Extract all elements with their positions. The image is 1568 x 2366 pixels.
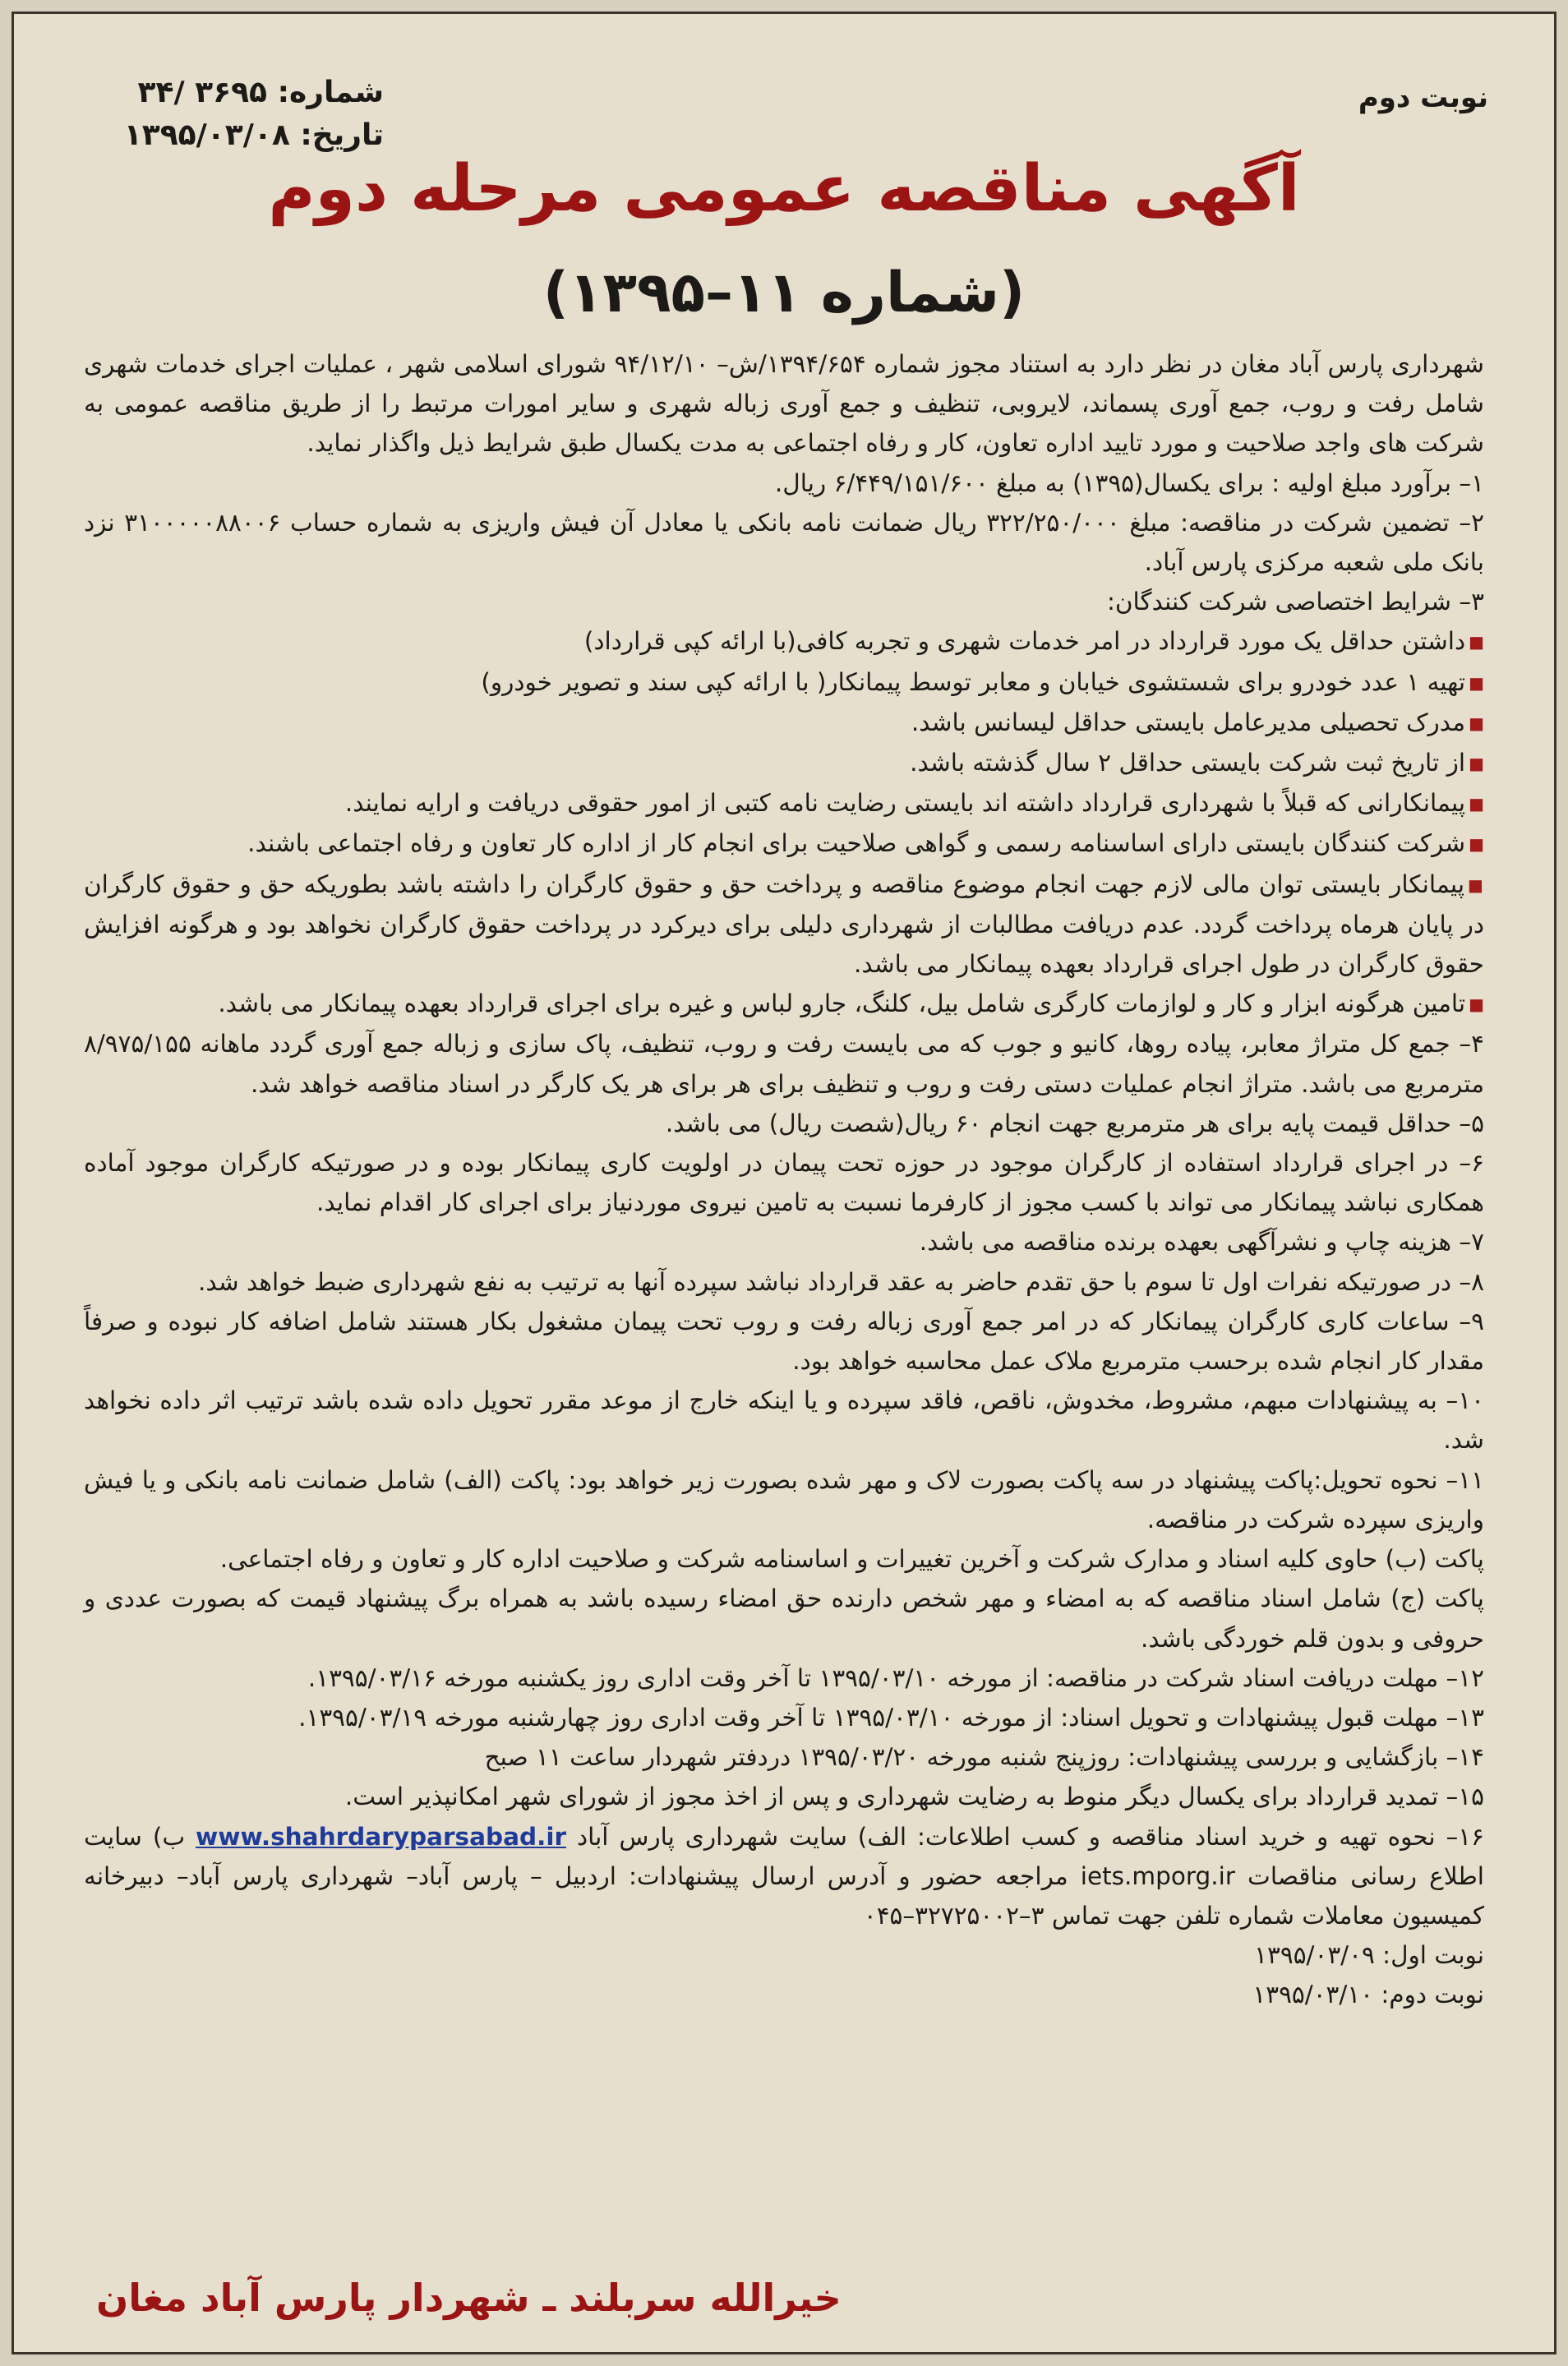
condition-text: تامین هرگونه ابزار و کار و لوازمات کارگری شامل بیل، کلنگ، جارو لباس و غیره برای اجرای قرارداد بعهده پیمانکار می باشد. [218, 989, 1466, 1018]
clause-14: ۱۴– بازگشایی و بررسی پیشنهادات: روزپنج شنبه مورخه ۱۳۹۵/۰۳/۲۰ دردفتر شهردار ساعت ۱۱ صبح [484, 1743, 1484, 1772]
municipality-website-link[interactable]: www.shahrdaryparsabad.ir [196, 1822, 566, 1851]
clause-11-envelope-b: پاکت (ب) حاوی کلیه اسناد و مدارک شرکت و آخرین تغییرات و اساسنامه شرکت و صلاحیت اداره کار و تعاون و رفاه اجتماعی. [219, 1545, 1484, 1574]
reference-date: تاریخ: ۱۳۹۵/۰۳/۰۸ [123, 118, 384, 152]
clause-1: ۱– برآورد مبلغ اولیه : برای یکسال(۱۳۹۵) به مبلغ ۶/۴۴۹/۱۵۱/۶۰۰ ریال. [774, 468, 1484, 497]
clause-11: ۱۱– نحوه تحویل:پاکت پیشنهاد در سه پاکت بصورت لاک و مهر شده بصورت زیر خواهد بود: پاکت (الف) شامل ضمانت نامه بانکی و یا فیش واریزی سپرده شرکت در مناقصه. [84, 1465, 1484, 1534]
tender-notice [12, 12, 1556, 2354]
clause-12: ۱۲– مهلت دریافت اسناد شرکت در مناقصه: از مورخه ۱۳۹۵/۰۳/۱۰ تا آخر وقت اداری روز یکشنبه مورخه ۱۳۹۵/۰۳/۱۶. [307, 1663, 1484, 1692]
clause-7: ۷– هزینه چاپ و نشرآگهی بعهده برنده مناقصه می باشد. [919, 1228, 1484, 1257]
clause-15: ۱۵– تمدید قرارداد برای یکسال دیگر منوط به رضایت شهرداری و پس از اخذ مجوز از شورای شهر امکانپذیر است. [344, 1783, 1484, 1811]
round-label: نوبت دوم [1358, 81, 1488, 114]
condition-text: پیمانکارانی که قبلاً با شهرداری قرارداد داشته اند بایستی رضایت نامه کتبی از امور حقوقی دریافت و ارایه نمایند. [344, 789, 1466, 818]
clause-3: ۳– شرایط اختصاصی شرکت کنندگان: [1106, 588, 1484, 616]
clause-16-text: ۱۶– نحوه تهیه و خرید اسناد مناقصه و کسب اطلاعات: الف) سایت شهرداری پارس آباد [576, 1822, 1484, 1851]
clause-16 [84, 1817, 1484, 1936]
clause-10: ۱۰– به پیشنهادات مبهم، مشروط، مخدوش، ناقص، فاقد سپرده و یا اینکه خارج از موعد مقرر تحویل داده شده باشد ترتیب اثر داده نخواهد شد. [84, 1386, 1484, 1455]
condition-4 [84, 743, 1484, 783]
notice-body [84, 344, 1484, 2015]
clause-6: ۶– در اجرای قرارداد استفاده از کارگران موجود در حوزه تحت پیمان در اولویت کاری پیمانکار بوده و در صورتیکه کارگران موجود آماده همکاری نباشد پیمانکار می تواند با کسب مجوز از کارفرما نسبت به تامین نیروی موردنیاز برای اجرای کار اقدام نماید. [84, 1149, 1484, 1217]
condition-text: داشتن حداقل یک مورد قرارداد در امر خدمات شهری و تجربه کافی(با ارائه کپی قرارداد) [583, 627, 1466, 656]
condition-8 [84, 984, 1484, 1024]
publication-round-2: نوبت دوم: ۱۳۹۵/۰۳/۱۰ [1252, 1981, 1484, 2009]
intro-paragraph: شهرداری پارس آباد مغان در نظر دارد به استناد مجوز شماره ۱۳۹۴/۶۵۴/ش– ۹۴/۱۲/۱۰ شورای اسلامی شهر ، عملیات اجرای خدمات شهری شامل رفت و روب، جمع آوری پسماند، لایروبی، تنظیف و جمع آوری زباله شهری و سایر امورات مرتبط را از طریق مناقصه عمومی به شرکت های واجد صلاحیت و مورد تایید اداره تعاون، کار و رفاه اجتماعی به مدت یکسال طبق شرایط ذیل واگذار نماید. [84, 350, 1484, 458]
clause-16-contact: ب) سایت اطلاع رسانی مناقصات iets.mporg.ir مراجعه حضور و آدرس ارسال پیشنهادات: اردبیل – پارس آباد– شهرداری پارس آباد– دبیرخانه کمیسیون معاملات شماره تلفن جهت تماس ۳–۳۲۷۲۵۰۰۲–۰۴۵ [84, 1822, 1484, 1930]
reference-number: شماره: ۳۶۹۵ /۳۴ [137, 76, 384, 109]
condition-text: شرکت کنندگان بایستی دارای اساسنامه رسمی و گواهی صلاحیت برای انجام کار از اداره کار تعاون و رفاه اجتماعی باشند. [247, 829, 1466, 858]
clause-4: ۴– جمع کل متراژ معابر، پیاده روها، کانیو و جوب که می بایست رفت و روب، تنظیف، پاک سازی و زباله جمع آوری گردد ماهانه ۸/۹۷۵/۱۵۵ مترمربع می باشد. متراژ انجام عملیات دستی رفت و روب و تنظیف برای هر برای هر یک کارگر در اسناد مناقصه خواهد شد. [84, 1030, 1484, 1098]
notice-subtitle: (شماره ۱۱–۱۳۹۵) [542, 261, 1026, 325]
condition-1 [84, 621, 1484, 662]
clause-8: ۸– در صورتیکه نفرات اول تا سوم با حق تقدم حاضر به عقد قرارداد نباشد سپرده آنها به ترتیب به نفع شهرداری ضبط خواهد شد. [197, 1267, 1484, 1296]
clause-5: ۵– حداقل قیمت پایه برای هر مترمربع جهت انجام ۶۰ ریال(شصت ریال) می باشد. [665, 1109, 1484, 1137]
notice-title: آگهی مناقصه عمومی مرحله دوم [268, 152, 1300, 226]
reference-block [88, 71, 384, 157]
condition-5 [84, 783, 1484, 823]
clause-2: ۲– تضمین شرکت در مناقصه: مبلغ ۳۲۲/۲۵۰/۰۰۰ ریال ضمانت نامه بانکی یا معادل آن فیش واریزی به شماره حساب ۳۱۰۰۰۰۰۸۸۰۰۶ نزد بانک ملی شعبه مرکزی پارس آباد. [84, 508, 1484, 577]
clause-13: ۱۳– مهلت قبول پیشنهادات و تحویل اسناد: از مورخه ۱۳۹۵/۰۳/۱۰ تا آخر وقت اداری روز چهارشنبه مورخه ۱۳۹۵/۰۳/۱۹. [298, 1703, 1484, 1732]
clause-11-envelope-c: پاکت (ج) شامل اسناد مناقصه که به امضاء و مهر شخص دارنده حق امضاء رسیده باشد به همراه برگ پیشنهاد قیمت که بصورت عددی و حروفی و بدون قلم خوردگی باشد. [84, 1584, 1484, 1653]
condition-text: از تاریخ ثبت شرکت بایستی حداقل ۲ سال گذشته باشد. [910, 749, 1466, 777]
condition-text: مدرک تحصیلی مدیرعامل بایستی حداقل لیسانس باشد. [911, 708, 1466, 736]
clause-9: ۹– ساعات کاری کارگران پیمانکار که در امر جمع آوری زباله رفت و روب تحت پیمان مشغول بکار هستند شامل اضافه کار نبوده و صرفاً مقدار کار انجام شده برحسب مترمربع ملاک عمل محاسبه خواهد بود. [84, 1307, 1484, 1376]
condition-6 [84, 823, 1484, 864]
condition-3 [84, 703, 1484, 743]
publication-round-1: نوبت اول: ۱۳۹۵/۰۳/۰۹ [1254, 1941, 1484, 1970]
condition-text: تهیه ۱ عدد خودرو برای شستشوی خیابان و معابر توسط پیمانکار( با ارائه کپی سند و تصویر خودرو) [481, 667, 1466, 696]
condition-7 [84, 865, 1484, 985]
condition-2 [84, 662, 1484, 703]
mayor-signature: خیرالله سربلند ـ شهردار پارس آباد مغان [96, 2276, 842, 2320]
condition-text: پیمانکار بایستی توان مالی لازم جهت انجام موضوع مناقصه و پرداخت حق و حقوق کارگران را داشته باشد بطوریکه حق و حقوق کارگران در پایان هرماه پرداخت گردد. عدم دریافت مطالبات از شهرداری دلیلی برای دیرکرد در پرداخت حقوق کارگران نخواهد بود و هرگونه افزایش حقوق کارگران در طول اجرای قرارداد بعهده پیمانکار می باشد. [84, 869, 1484, 979]
